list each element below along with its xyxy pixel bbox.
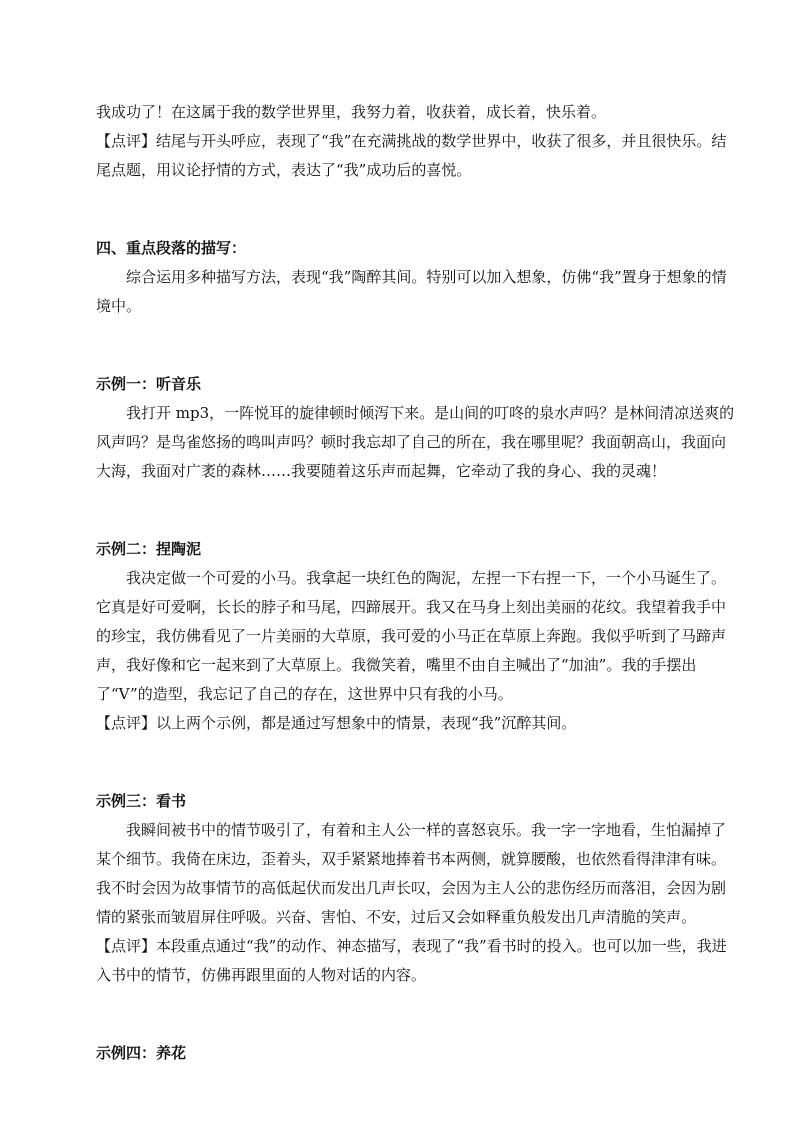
example-heading-2: 示例二：捏陶泥 xyxy=(96,540,202,558)
section-heading: 四、重点段落的描写： xyxy=(96,239,247,257)
example-heading-1: 示例一：听音乐 xyxy=(96,375,202,393)
example-comment-3: 【点评】本段重点通过“我”的动作、神态描写，表现了“我”看书时的投入。也可以加一些，我进入书中的情节，仿佛再跟里面的人物对话的内容。 xyxy=(96,937,727,984)
conclusion-paragraph: 我成功了！在这属于我的数学世界里，我努力着，收获着，成长着，快乐着。 xyxy=(96,103,607,121)
section-intro: 综合运用多种描写方法，表现“我”陶醉其间。特别可以加入想象，仿佛“我”置身于想象的情境中。 xyxy=(96,268,727,315)
comment-paragraph: 【点评】结尾与开头呼应，表现了“我”在充满挑战的数学世界中，收获了很多，并且很快乐。结尾点题，用议论抒情的方式，表达了“我”成功后的喜悦。 xyxy=(96,132,727,179)
example-heading-4: 示例四：养花 xyxy=(96,1044,187,1062)
document-body xyxy=(96,98,736,1068)
example-text-2: 我决定做一个可爱的小马。我拿起一块红色的陶泥，左捏一下右捏一下，一个小马诞生了。它真是好可爱啊，长长的脖子和马尾，四蹄展开。我又在马身上刻出美丽的花纹。我望着我手中的珍宝，我仿佛看见了一片美丽的大草原，我可爱的小马正在草原上奔跑。我似乎听到了马蹄声声，我好像和它一起来到了大草原上。我微笑着，嘴里不由自主喊出了“加油”。我的手摆出了“V”的造型，我忘记了自己的存在，这世界中只有我的小马。 xyxy=(96,569,727,703)
example-comment-2: 【点评】以上两个示例，都是通过写想象中的情景，表现“我”沉醉其间。 xyxy=(96,714,577,732)
example-heading-3: 示例三：看书 xyxy=(96,792,187,810)
example-text-1: 我打开 mp3，一阵悦耳的旋律顿时倾泻下来。是山间的叮咚的泉水声吗？是林间清凉送爽的风声吗？是鸟雀悠扬的鸣叫声吗？顿时我忘却了自己的所在，我在哪里呢？我面朝高山，我面向大海，我面对广袤的森林……我要随着这乐声而起舞，它牵动了我的身心、我的灵魂！ xyxy=(96,404,735,480)
example-text-3: 我瞬间被书中的情节吸引了，有着和主人公一样的喜怒哀乐。我一字一字地看，生怕漏掉了某个细节。我倚在床边，歪着头，双手紧紧地捧着书本两侧，就算腰酸，也依然看得津津有味。我不时会因为故事情节的高低起伏而发出几声长叹，会因为主人公的悲伤经历而落泪，会因为剧情的紧张而皱眉屏住呼吸。兴奋、害怕、不安，过后又会如释重负般发出几声清脆的笑声。 xyxy=(96,821,727,926)
